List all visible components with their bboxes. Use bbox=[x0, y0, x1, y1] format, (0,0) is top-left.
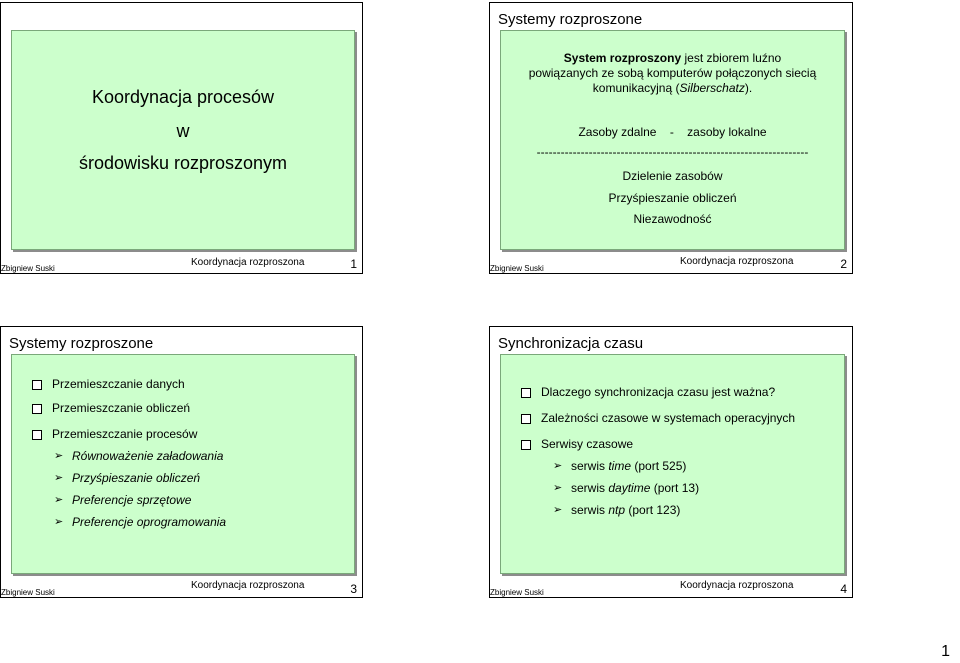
arrow-bullet-icon: ➢ bbox=[54, 516, 64, 528]
checkbox-bullet-icon bbox=[32, 404, 42, 414]
definition-suffix: ). bbox=[744, 81, 753, 95]
slide-3-header: Systemy rozproszone bbox=[9, 335, 154, 352]
item-speedup: Przyśpieszanie obliczeń bbox=[608, 191, 737, 205]
footer-title: Koordynacja rozproszona bbox=[680, 256, 794, 267]
checkbox-bullet-icon bbox=[32, 380, 42, 390]
definition-line-1 bbox=[501, 51, 844, 65]
sub-list-item: ➢ Równoważenie załadowania bbox=[54, 449, 224, 463]
footer-title: Koordynacja rozproszona bbox=[680, 580, 794, 591]
content-box bbox=[11, 354, 355, 574]
list-item: Serwisy czasowe bbox=[521, 437, 795, 459]
arrow-bullet-icon: ➢ bbox=[54, 472, 64, 484]
slide-1-title-line-1: Koordynacja procesów bbox=[91, 87, 275, 107]
title-box bbox=[11, 30, 355, 250]
slide-4-header: Synchronizacja czasu bbox=[498, 335, 644, 352]
slide-3 bbox=[0, 326, 363, 598]
slide-number: 1 bbox=[350, 257, 357, 271]
arrow-bullet-icon: ➢ bbox=[54, 494, 64, 506]
citation: Silberschatz bbox=[679, 81, 745, 95]
checkbox-bullet-icon bbox=[521, 388, 531, 398]
arrow-bullet-icon: ➢ bbox=[54, 450, 64, 462]
slide-number: 3 bbox=[350, 582, 357, 596]
slide-1-title-line-3: środowisku rozproszonym bbox=[78, 153, 288, 173]
sub-list-item: ➢ serwis time (port 525) bbox=[553, 459, 687, 473]
slide-1-title-line-2: w bbox=[176, 121, 190, 141]
sub-list-item: ➢ serwis daytime (port 13) bbox=[553, 481, 700, 495]
resources-line: Zasoby zdalne - zasoby lokalne bbox=[578, 125, 767, 139]
footer-title: Koordynacja rozproszona bbox=[191, 257, 305, 268]
content-box bbox=[500, 354, 845, 574]
slide-2 bbox=[489, 2, 853, 274]
list-item: Przemieszczanie obliczeń bbox=[32, 401, 226, 427]
definition-rest: jest zbiorem luźno bbox=[681, 51, 782, 65]
sub-list-item: ➢ Preferencje oprogramowania bbox=[54, 515, 227, 529]
definition-line-2: powiązanych ze sobą komputerów połączonych siecią bbox=[528, 66, 817, 80]
definition-prefix: komunikacyjną ( bbox=[592, 81, 680, 95]
arrow-bullet-icon: ➢ bbox=[553, 482, 563, 494]
checkbox-bullet-icon bbox=[32, 430, 42, 440]
list-item: Dlaczego synchronizacja czasu jest ważna? bbox=[521, 385, 795, 411]
sub-list bbox=[32, 449, 226, 537]
arrow-bullet-icon: ➢ bbox=[553, 504, 563, 516]
definition-bold: System rozproszony bbox=[563, 51, 682, 65]
slide-1 bbox=[0, 2, 363, 274]
footer-author: Zbigniew Suski bbox=[1, 588, 55, 597]
item-reliability: Niezawodność bbox=[633, 212, 712, 226]
slide-2-header: Systemy rozproszone bbox=[498, 11, 643, 28]
slide-4 bbox=[489, 326, 853, 598]
list-item: Przemieszczanie procesów bbox=[32, 427, 226, 449]
page-number: 1 bbox=[941, 643, 950, 660]
slide-number: 4 bbox=[840, 582, 847, 596]
item-sharing: Dzielenie zasobów bbox=[622, 169, 723, 183]
arrow-bullet-icon: ➢ bbox=[553, 460, 563, 472]
divider-line: -------------------------------------------------------------------- bbox=[536, 145, 809, 159]
footer-author: Zbigniew Suski bbox=[490, 588, 544, 597]
slide-number: 2 bbox=[840, 257, 847, 271]
checkbox-bullet-icon bbox=[521, 440, 531, 450]
footer-author: Zbigniew Suski bbox=[490, 264, 544, 273]
definition-line-3 bbox=[501, 81, 844, 95]
sub-list-item: ➢ serwis ntp (port 123) bbox=[553, 503, 681, 517]
sub-list-item: ➢ Preferencje sprzętowe bbox=[54, 493, 192, 507]
sub-list-item: ➢ Przyśpieszanie obliczeń bbox=[54, 471, 201, 485]
list-item: Zależności czasowe w systemach operacyjnych bbox=[521, 411, 795, 437]
bullet-list bbox=[32, 377, 226, 537]
bullet-list bbox=[521, 385, 795, 525]
content-box bbox=[500, 30, 845, 250]
footer-title: Koordynacja rozproszona bbox=[191, 580, 305, 591]
checkbox-bullet-icon bbox=[521, 414, 531, 424]
footer-author: Zbigniew Suski bbox=[1, 264, 55, 273]
sub-list bbox=[521, 459, 795, 525]
list-item: Przemieszczanie danych bbox=[32, 377, 226, 401]
